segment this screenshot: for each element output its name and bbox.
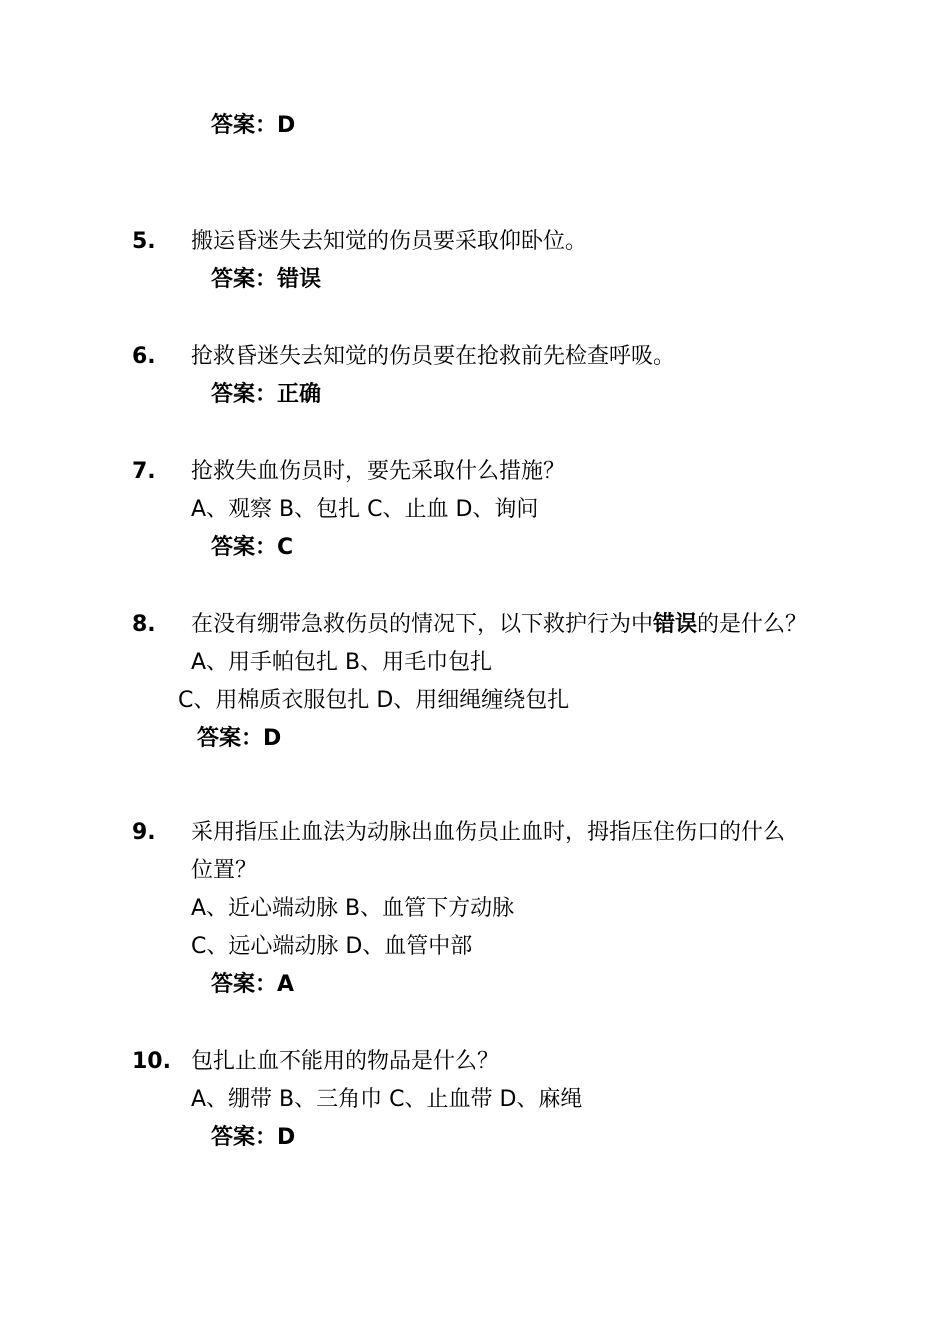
question-text-8-emphasis: 错误 — [653, 612, 698, 637]
question-text-8-before: 在没有绷带急救伤员的情况下，以下救护行为中 — [191, 612, 654, 637]
question-text-8 — [191, 610, 807, 640]
answer-top: 答案：D — [211, 113, 296, 138]
answer-5: 答案：错误 — [211, 267, 322, 292]
options-7-line-1: A、观察 B、包扎 C、止血 D、询问 — [191, 497, 539, 522]
options-9-line-2: C、远心端动脉 D、血管中部 — [191, 934, 473, 959]
answer-9: 答案：A — [211, 972, 295, 997]
question-number-9: 9. — [132, 820, 156, 845]
question-text-10: 包扎止血不能用的物品是什么？ — [191, 1049, 500, 1074]
question-text-5: 搬运昏迷失去知觉的伤员要采取仰卧位。 — [191, 229, 588, 254]
options-8-line-1: A、用手帕包扎 B、用毛巾包扎 — [191, 650, 493, 675]
question-text-9-line-2: 位置？ — [191, 858, 258, 883]
options-10-line-1: A、绷带 B、三角巾 C、止血带 D、麻绳 — [191, 1087, 583, 1112]
question-number-10: 10. — [132, 1049, 171, 1074]
answer-6: 答案：正确 — [211, 382, 322, 407]
question-number-5: 5. — [132, 229, 156, 254]
question-text-9-line-1: 采用指压止血法为动脉出血伤员止血时，拇指压住伤口的什么 — [191, 820, 786, 845]
answer-10: 答案：D — [211, 1125, 296, 1150]
question-number-7: 7. — [132, 459, 156, 484]
question-number-6: 6. — [132, 344, 156, 369]
options-8-line-2: C、用棉质衣服包扎 D、用细绳缠绕包扎 — [178, 688, 570, 713]
question-text-8-after: 的是什么？ — [697, 612, 808, 637]
answer-7: 答案：C — [211, 535, 294, 560]
question-number-8: 8. — [132, 612, 156, 637]
question-text-6: 抢救昏迷失去知觉的伤员要在抢救前先检查呼吸。 — [191, 344, 676, 369]
options-9-line-1: A、近心端动脉 B、血管下方动脉 — [191, 896, 515, 921]
answer-8: 答案：D — [197, 726, 282, 751]
question-text-7: 抢救失血伤员时，要先采取什么措施？ — [191, 459, 566, 484]
